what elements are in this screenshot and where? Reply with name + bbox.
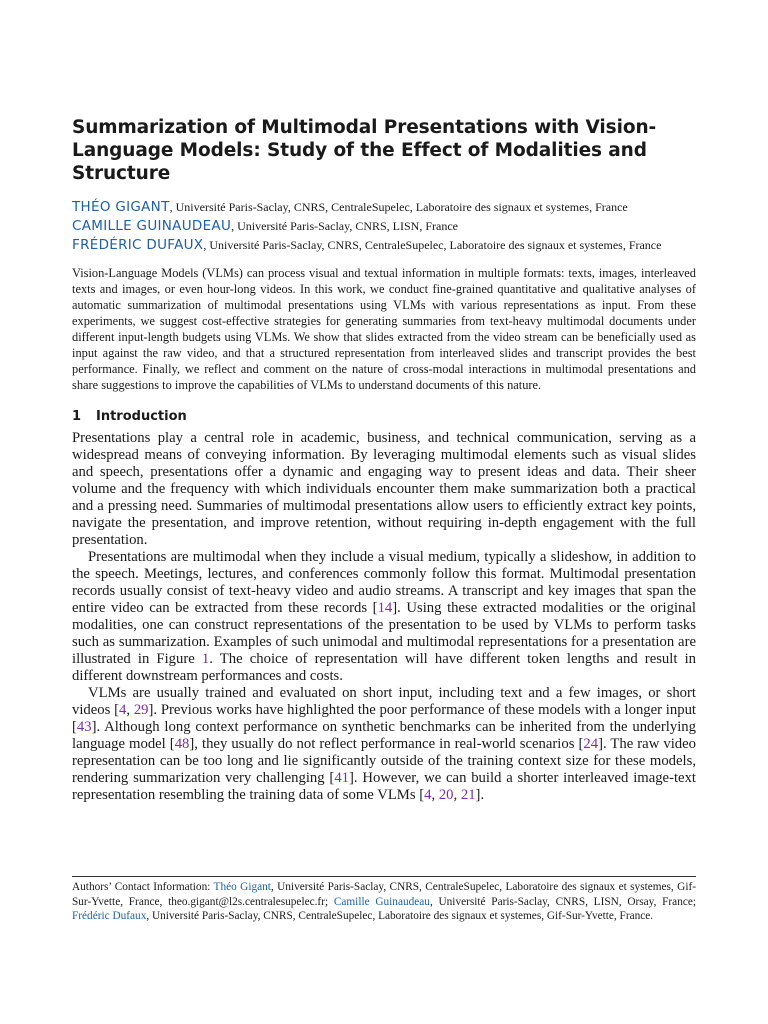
paragraph-text: , — [431, 787, 439, 803]
author-name: FRÉDÉRIC DUFAUX — [72, 237, 204, 253]
paragraph-text: VLMs are usually trained and evaluated on short input, including text and a few images, or short videos [ — [72, 685, 696, 718]
paragraph-text: ]. The raw video representation can be too long and lie significantly outside of the training context size for these models, rendering summarization very challenging [ — [72, 736, 696, 786]
paragraph-text: . The choice of representation will have different token lengths and result in different downstream performances and costs. — [72, 651, 696, 684]
paragraph-text: ]. However, we can build a shorter interleaved image-text representation resembling the training data of some VLMs [ — [72, 770, 696, 803]
abstract: Vision-Language Models (VLMs) can process visual and textual information in multiple formats: texts, images, interleaved texts and images, or even hour-long videos. In this work, we conduct fine-grained quantitative and qualitative analyses of automatic summarization of multimodal presentations using VLMs with various representations as input. From these experiments, we suggest cost-effective strategies for generating summaries from text-heavy multimodal documents under different input-length budgets using VLMs. We show that slides extracted from the video stream can be beneficially used as input against the raw video, and that a structured representation from interleaved slides and transcript provides the best performance. Finally, we reflect and comment on the nature of cross-modal interactions in multimodal presentations and share suggestions to improve the capabilities of VLMs to understand documents of this nature. — [72, 266, 696, 392]
citation-link[interactable]: 20 — [438, 787, 454, 803]
intro-paragraph-2 — [72, 549, 696, 685]
author-entry — [72, 199, 696, 215]
figure-link[interactable]: 1 — [201, 651, 210, 667]
author-contact-footnote — [72, 876, 696, 924]
paragraph-text: ], they usually do not reflect performance in real-world scenarios [ — [189, 736, 584, 752]
author-name: CAMILLE GUINAUDEAU — [72, 218, 232, 234]
citation-link[interactable]: 29 — [133, 702, 149, 718]
section-number: 1 — [72, 409, 82, 424]
author-entry — [72, 218, 696, 234]
paragraph-text: ]. Previous works have highlighted the poor performance of these models with a longer input [ — [72, 702, 697, 735]
footnote-text: , Université Paris-Saclay, CNRS, LISN, Orsay, France; — [429, 895, 697, 908]
citation-link[interactable]: 14 — [377, 600, 393, 616]
paragraph-text: ]. Using these extracted modalities or the original modalities, one can construct representations of the presentation to be used by VLMs to perform tasks such as summarization. Examples of such unimodal and multimodal representations for a presentation are illustrated in Figure — [72, 600, 696, 667]
author-entry — [72, 237, 696, 253]
paper-page — [72, 116, 696, 804]
author-link[interactable]: Frédéric Dufaux — [72, 910, 147, 922]
intro-paragraph-3 — [72, 685, 696, 804]
paragraph-text: ]. Although long context performance on synthetic benchmarks can be inherited from the underlying language model [ — [72, 719, 696, 752]
author-affiliation: , Université Paris-Saclay, CNRS, LISN, France — [231, 219, 458, 233]
author-affiliation: , Université Paris-Saclay, CNRS, CentraleSupelec, Laboratoire des signaux et systemes, France — [203, 238, 662, 252]
section-title: Introduction — [96, 409, 187, 424]
footnote-lead: Authors’ Contact Information: — [72, 881, 214, 893]
citation-link[interactable]: 41 — [334, 770, 349, 786]
paragraph-text: , — [126, 702, 134, 718]
paper-title: Summarization of Multimodal Presentations with Vision-Language Models: Study of the Effect of Modalities and Structure — [72, 117, 657, 184]
paragraph-text: ]. — [475, 787, 485, 803]
author-link[interactable]: Théo Gigant — [213, 881, 271, 893]
paragraph-text: , — [453, 787, 461, 803]
citation-link[interactable]: 43 — [76, 719, 92, 735]
author-affiliation: , Université Paris-Saclay, CNRS, CentraleSupelec, Laboratoire des signaux et systemes, France — [169, 200, 628, 214]
citation-link[interactable]: 4 — [119, 702, 127, 718]
section-heading — [72, 409, 696, 424]
footnote-text: , Université Paris-Saclay, CNRS, CentraleSupelec, Laboratoire des signaux et systemes, Gif-Sur-Yvette, France. — [146, 910, 654, 922]
footnote-text: , Université Paris-Saclay, CNRS, CentraleSupelec, Laboratoire des signaux et systemes, Gif-Sur-Yvette, France, theo.gigant@l2s.centralesupelec.fr; — [72, 881, 696, 908]
citation-link[interactable]: 4 — [424, 787, 432, 803]
author-link[interactable]: Camille Guinaudeau — [333, 895, 430, 908]
citation-link[interactable]: 24 — [583, 736, 599, 752]
paragraph-text: Presentations are multimodal when they include a visual medium, typically a slideshow, in addition to the speech. Meetings, lectures, and conferences commonly follow this format. Multimodal presentation records usually consist of text-heavy video and audio streams. A transcript and key images that span the entire video can be extracted from these records [ — [72, 549, 696, 616]
citation-link[interactable]: 48 — [174, 736, 190, 752]
intro-paragraph-1: Presentations play a central role in academic, business, and technical communication, serving as a widespread means of conveying information. By leveraging multimodal elements such as visual slides and speech, presentations offer a dynamic and engaging way to present ideas and data. Their sheer volume and the frequency with which individuals encounter them make summarization both a practical and a pressing need. Summaries of multimodal presentations allow users to efficiently extract key points, navigate the presentation, and improve retention, without requiring in-depth engagement with the full presentation. — [72, 430, 696, 548]
citation-link[interactable]: 21 — [460, 787, 476, 803]
author-name: THÉO GIGANT — [72, 199, 170, 215]
